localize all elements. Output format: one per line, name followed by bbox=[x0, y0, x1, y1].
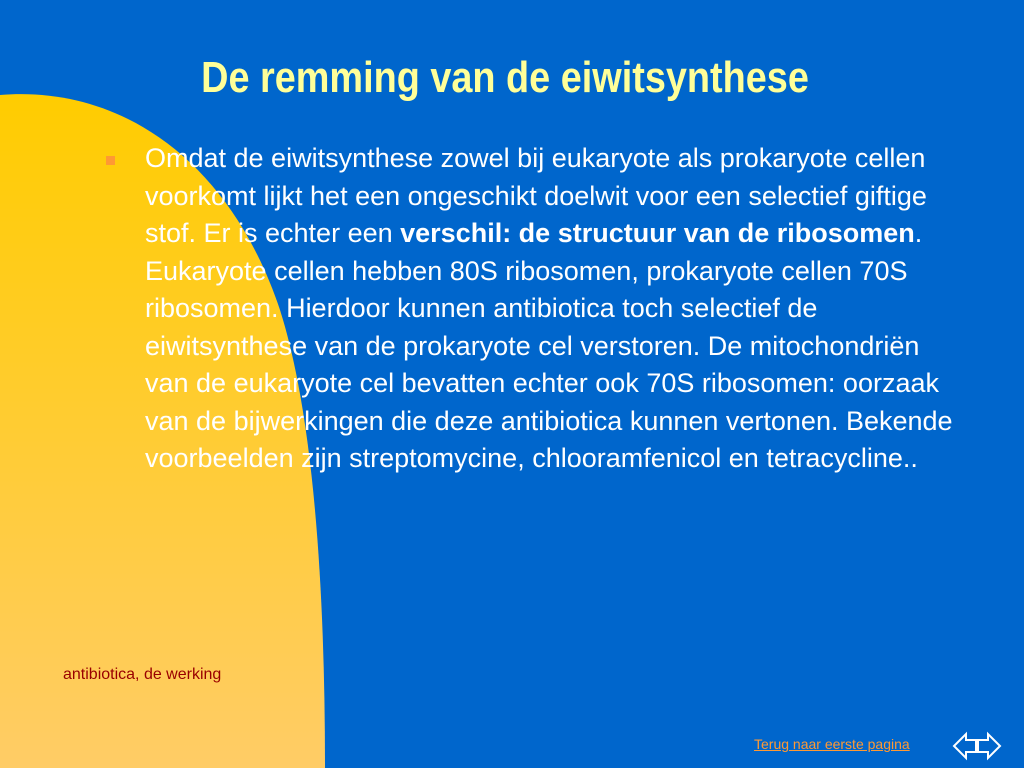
slide-title: De remming van de eiwitsynthese bbox=[201, 53, 809, 102]
back-to-first-page-link[interactable]: Terug naar eerste pagina bbox=[754, 736, 910, 752]
body-text-part1: Omdat de eiwitsynthese zowel bij eukaryote als prokaryote cellen voorkomt lijkt het een ongeschikt doelwit voor een selectief giftige stof. Er is echter een bbox=[145, 143, 927, 248]
bullet-icon bbox=[106, 156, 115, 165]
footer-text: antibiotica, de werking bbox=[63, 666, 222, 683]
body-text-bold: verschil: de structuur van de ribosomen bbox=[400, 218, 915, 248]
left-right-arrows-icon[interactable] bbox=[952, 731, 1002, 761]
body-text-part2: . Eukaryote cellen hebben 80S ribosomen, prokaryote cellen 70S ribosomen. Hierdoor kunnen antibiotica toch selectief de eiwitsynthese van de prokaryote cel verstoren. De mitochondriën van de eukaryote cel bevatten echter ook 70S ribosomen: oorzaak van de bijwerkingen die deze antibiotica kunnen vertonen. Bekende voorbeelden zijn streptomycine, chlooramfenicol en tetracycline.. bbox=[145, 218, 953, 473]
slide-body bbox=[145, 140, 965, 478]
